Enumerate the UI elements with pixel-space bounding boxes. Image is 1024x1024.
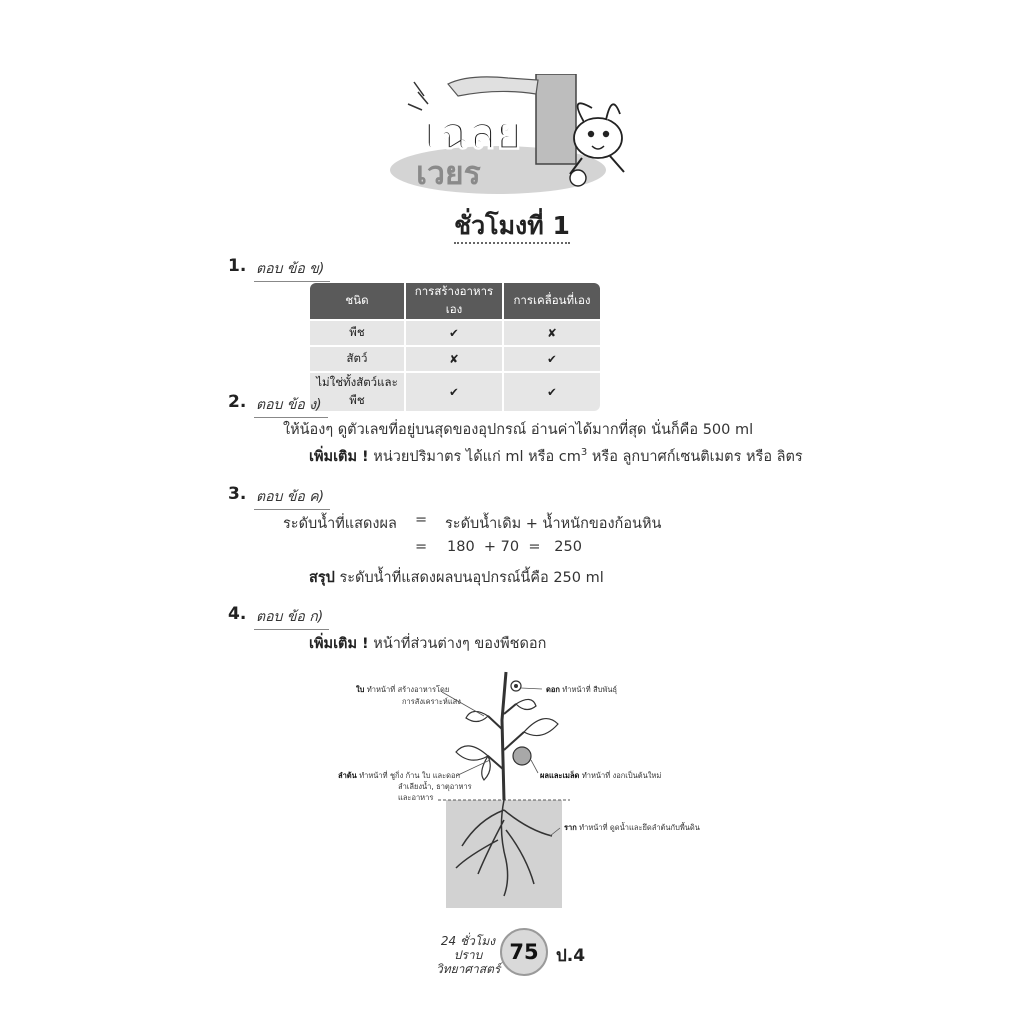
question-3-answer: ตอบ ข้อ ค) <box>254 486 330 510</box>
question-4-number: 4. <box>228 604 247 624</box>
root-label: ราก ทำหน้าที่ ดูดน้ำและยึดลำต้นกับพื้นดิน <box>564 823 700 832</box>
equation-equals: = <box>415 512 428 528</box>
banner-subtitle: เวยร <box>416 154 481 192</box>
fruit-seed-label: ผลและเมล็ด ทำหน้าที่ งอกเป็นต้นใหม่ <box>540 771 662 780</box>
table-cell: สัตว์ <box>310 347 404 371</box>
page-number-badge: 75 <box>500 928 548 976</box>
question-4-more: เพิ่มเติม ! หน้าที่ส่วนต่างๆ ของพืชดอก <box>309 636 547 652</box>
table-cell: ✘ <box>406 347 502 371</box>
stem-shape <box>502 672 506 800</box>
flowering-plant-diagram <box>338 660 718 910</box>
equation-rhs: ระดับน้ำเดิม + น้ำหนักของก้อนหิน <box>445 516 662 532</box>
table-header: การเคลื่อนที่เอง <box>504 283 600 319</box>
banner-title: เฉลย <box>424 108 522 159</box>
table-header: การสร้างอาหารเอง <box>406 283 502 319</box>
flower-icon <box>511 681 521 691</box>
table-cell: ✘ <box>504 321 600 345</box>
table-row <box>310 321 600 345</box>
leaf-label: ใบ ทำหน้าที่ สร้างอาหารโดย <box>356 685 450 694</box>
question-1-number: 1. <box>228 256 247 276</box>
table-cell: ✔ <box>406 373 502 411</box>
equation-lhs: ระดับน้ำที่แสดงผล <box>283 516 397 532</box>
table-cell: ✔ <box>504 347 600 371</box>
stem-label-2: ลำเลียงน้ำ, ธาตุอาหาร <box>398 782 472 791</box>
hour-title: ชั่วโมงที่ 1 <box>0 206 1024 246</box>
question-1-answer: ตอบ ข้อ ข) <box>254 258 330 282</box>
question-2-more: เพิ่มเติม ! หน่วยปริมาตร ได้แก่ ml หรือ $cm^3$ หรือ ลูกบาศก์เซนติเมตร หรือ ลิตร <box>309 447 803 465</box>
book-title: 24 ชั่วโมง ปราบ วิทยาศาสตร์ <box>436 934 501 976</box>
table-row <box>310 373 600 411</box>
question-3-summary: สรุป ระดับน้ำที่แสดงผลบนอุปกรณ์นี้คือ 250 ml <box>309 570 604 586</box>
classification-table <box>308 281 602 413</box>
question-2-answer: ตอบ ข้อ ง) <box>254 394 328 418</box>
flower-label: ดอก ทำหน้าที่ สืบพันธุ์ <box>546 685 618 694</box>
plant-illustration <box>338 660 718 910</box>
answer-banner-illustration <box>388 74 636 198</box>
stem-label-3: และอาหาร <box>398 793 434 802</box>
grade-label: ป.4 <box>556 946 586 966</box>
table-header: ชนิด <box>310 283 404 319</box>
table-header-row <box>310 283 600 319</box>
table-cell: ไม่ใช่ทั้งสัตว์และพืช <box>310 373 404 411</box>
question-2-number: 2. <box>228 392 247 412</box>
question-4-answer: ตอบ ข้อ ก) <box>254 606 329 630</box>
table-cell: พืช <box>310 321 404 345</box>
question-2-explanation: ให้น้องๆ ดูตัวเลขที่อยู่บนสุดของอุปกรณ์ อ่านค่าได้มากที่สุด นั่นก็คือ 500 ml <box>283 422 754 438</box>
equation-result: 180 + 70 = 250 <box>447 539 582 555</box>
table-row <box>310 347 600 371</box>
stem-label: ลำต้น ทำหน้าที่ ชูกิ่ง ก้าน ใบ และดอก <box>338 771 461 780</box>
table-cell: ✔ <box>504 373 600 411</box>
fruit-icon <box>513 747 531 765</box>
equation-equals-2: = <box>415 539 428 555</box>
table-cell: ✔ <box>406 321 502 345</box>
leaf-label-2: การสังเคราะห์แสง <box>402 697 461 706</box>
question-3-number: 3. <box>228 484 247 504</box>
